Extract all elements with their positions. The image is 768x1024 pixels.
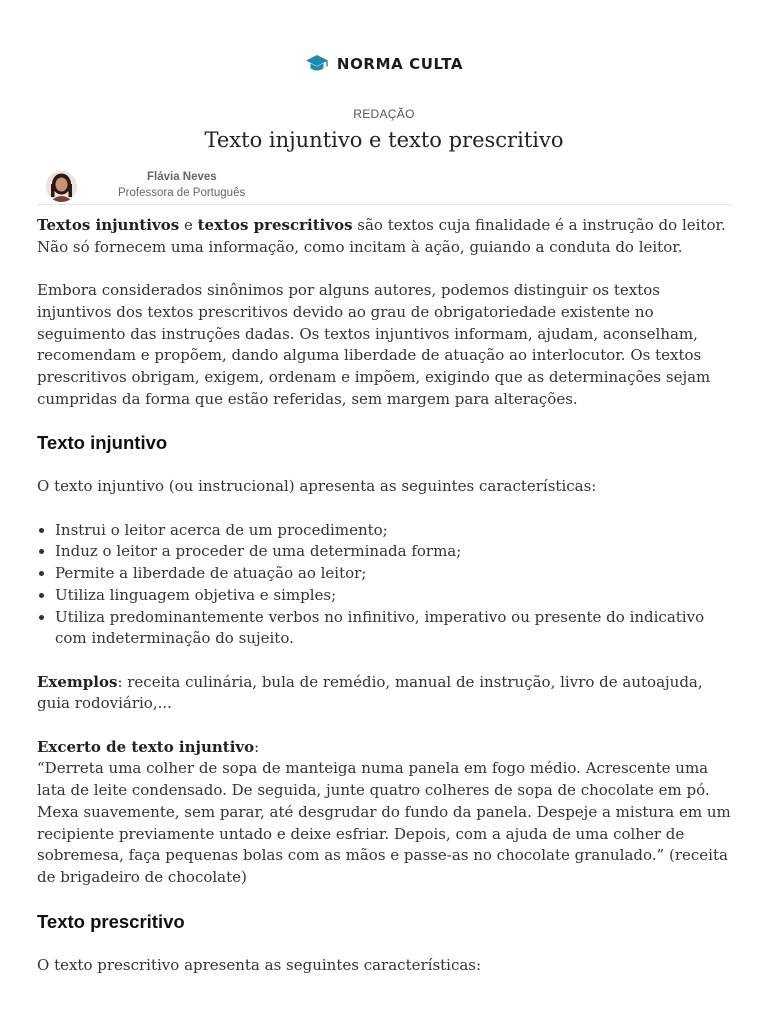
list-item: • Instrui o leitor acerca de um procedimento; [55, 520, 737, 542]
excerpt-paragraph: Excerto de texto injuntivo: “Derreta uma colher de sopa de manteiga numa panela em fogo médio. Acrescente uma lata de leite condensado. De seguida, junte quatro colheres de sopa de chocolate em pó. Mexa suavemente, sem parar, até desgrudar do fundo da panela. Despeje a mistura em um recipiente previamente untado e deixe esfriar. Depois, com a ajuda de uma colher de sobremesa, faça pequenas bolas com as mãos e passe-as no chocolate granulado.” (receita de brigadeiro de chocolate) [37, 737, 731, 886]
list-item: • Induz o leitor a proceder de uma determinada forma; [55, 541, 737, 563]
list-item: • Utiliza linguagem objetiva e simples; [55, 585, 737, 607]
list-item: • Permite a liberdade de atuação ao leitor; [55, 563, 737, 585]
section-heading-injuntivo: Texto injuntivo [37, 432, 168, 454]
list-item: • Utiliza predominantemente verbos no infinitivo, imperativo ou presente do indicativo com indeterminação do sujeito. [55, 607, 737, 650]
site-header [0, 52, 768, 76]
examples-paragraph: Exemplos: receita culinária, bula de remédio, manual de instrução, livro de autoajuda, guia rodoviário,... [37, 672, 703, 713]
author-name[interactable]: Flávia Neves [147, 171, 217, 183]
characteristics-list [37, 520, 737, 650]
intro-paragraph: Textos injuntivos e textos prescritivos são textos cuja finalidade é a instrução do leitor. Não só fornecem uma informação, como incitam à ação, guiando a conduta do leitor. [37, 216, 726, 256]
author-role: Professora de Português [118, 187, 246, 199]
page-title: Texto injuntivo e texto prescritivo [204, 128, 564, 152]
author-block [37, 168, 733, 205]
definition-paragraph: Embora considerados sinônimos por alguns autores, podemos distinguir os textos injuntivos dos textos prescritivos devido ao grau de obrigatoriedade existente no seguimento das instruções dadas. Os textos injuntivos informam, ajudam, aconselham, recomendam e propõem, dando alguma liberdade de atuação ao interlocutor. Os textos prescritivos obrigam, exigem, ordenam e impõem, exigindo que as determinações sejam cumpridas da forma que estão referidas, sem margem para alterações. [37, 281, 711, 408]
graduation-cap-icon [305, 54, 329, 74]
article-body [37, 215, 737, 998]
section-heading-prescritivo: Texto prescritivo [37, 910, 185, 932]
avatar [46, 171, 77, 202]
section-lead: O texto prescritivo apresenta as seguintes características: [37, 955, 482, 974]
site-logo[interactable] [305, 54, 463, 74]
article-category[interactable]: REDAÇÃO [353, 107, 415, 121]
section-lead: O texto injuntivo (ou instrucional) apresenta as seguintes características: [37, 477, 597, 496]
brand-name: NORMA CULTA [336, 55, 464, 73]
